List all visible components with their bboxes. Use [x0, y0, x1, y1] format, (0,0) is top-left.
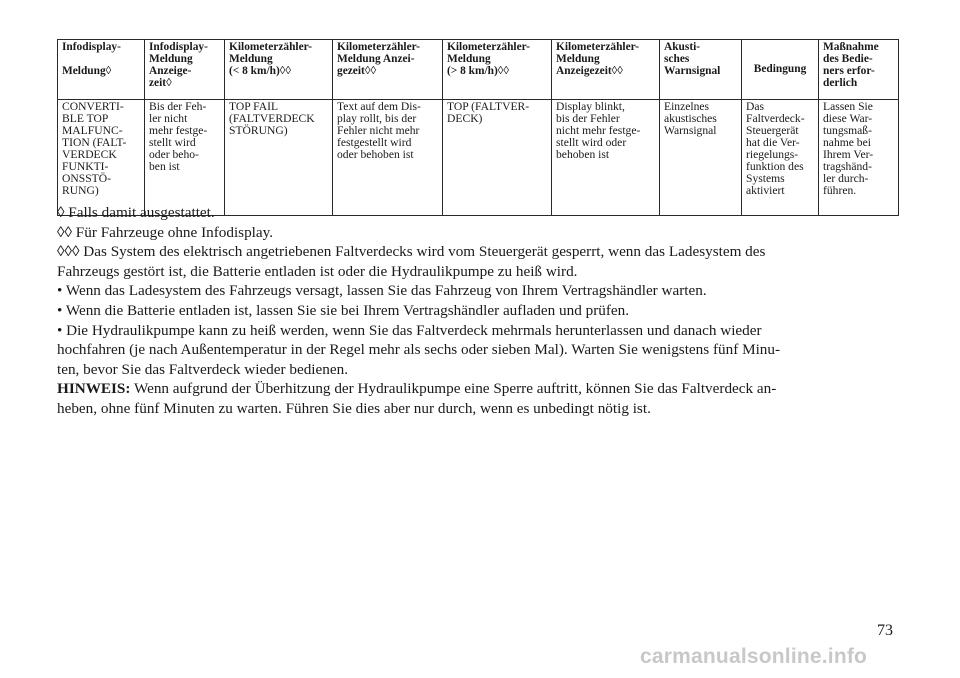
footnote-equipped: ◊ Falls damit ausgestattet. — [57, 204, 215, 221]
cell-infodisplay-anzeigezeit: Bis der Feh- ler nicht mehr festge- stellt wird oder beho- ben ist — [145, 100, 225, 216]
header-infodisplay-anzeigezeit: Infodisplay- Meldung Anzeige- zeit◊ — [145, 40, 225, 100]
bullet-hydraulic-pump: • Die Hydraulikpumpe kann zu heiß werden, wenn Sie das Faltverdeck mehrmals herunterlassen und danach wieder hochfahren (je nach Außentemperatur in der Regel mehr als sechs oder sieben Mal). Warten Sie wenigstens fünf Minu- ten, bevor Sie das Faltverdeck wieder bedienen. — [57, 321, 781, 378]
cell-infodisplay-meldung: CONVERTI- BLE TOP MALFUNC- TION (FALT- VERDECK FUNKTI- ONSSTÖ- RUNG) — [58, 100, 145, 216]
hinweis-text: Wenn aufgrund der Überhitzung der Hydraulikpumpe eine Sperre auftritt, können Sie das Faltverdeck an- heben, ohne fünf Minuten zu warten. Führen Sie dies aber nur durch, wenn es unbedingt nötig ist. — [57, 380, 777, 417]
bullet-charging-system: • Wenn das Ladesystem des Fahrzeugs versagt, lassen Sie das Fahrzeug von Ihrem Vertragshändler warten. — [57, 282, 707, 300]
cell-km-meldung-fast: TOP (FALTVER- DECK) — [443, 100, 552, 216]
cell-km-meldung-slow: TOP FAIL (FALTVERDECK STÖRUNG) — [225, 100, 333, 216]
header-bedingung: Bedingung — [742, 40, 819, 100]
cell-akustisches-warnsignal: Einzelnes akustisches Warnsignal — [660, 100, 742, 216]
cell-massnahme: Lassen Sie diese War- tungsmaß- nahme bei Ihrem Ver- tragshänd- ler durch- führen. — [819, 100, 899, 216]
header-massnahme: Maßnahme des Bedie- ners erfor- derlich — [819, 40, 899, 100]
header-km-anzeigezeit-fast: Kilometerzähler- Meldung Anzeigezeit◊◊ — [552, 40, 660, 100]
header-km-anzeigezeit-slow: Kilometerzähler- Meldung Anzei- gezeit◊◊ — [333, 40, 443, 100]
table-row — [58, 100, 899, 216]
header-infodisplay-meldung: Infodisplay- Meldung◊ — [58, 40, 145, 100]
footnote-no-infodisplay: ◊◊ Für Fahrzeuge ohne Infodisplay. — [57, 223, 274, 241]
cell-km-anzeigezeit-slow: Text auf dem Dis- play rollt, bis der Fehler nicht mehr festgestellt wird oder behoben ist — [333, 100, 443, 216]
header-akustisches-warnsignal: Akusti- sches Warnsignal — [660, 40, 742, 100]
watermark-logo: carmanualsonline.info — [640, 645, 868, 668]
bullet-battery: • Wenn die Batterie entladen ist, lassen Sie sie bei Ihrem Vertragshändler aufladen und prüfen. — [57, 301, 630, 319]
page-number: 73 — [877, 622, 893, 639]
header-km-meldung-fast: Kilometerzähler- Meldung (> 8 km/h)◊◊ — [443, 40, 552, 100]
footnote-system-lock: ◊◊◊ Das System des elektrisch angetriebenen Faltverdecks wird vom Steuergerät gesperrt, wenn das Ladesystem des Fahrzeugs gestört ist, die Batterie entladen ist oder die Hydraulikpumpe zu heiß wird. — [57, 243, 766, 280]
hinweis-note — [57, 379, 907, 418]
warning-message-table — [57, 39, 899, 216]
notes-section — [57, 203, 907, 419]
table-header-row — [58, 40, 899, 100]
header-km-meldung-slow: Kilometerzähler- Meldung (< 8 km/h)◊◊ — [225, 40, 333, 100]
cell-km-anzeigezeit-fast: Display blinkt, bis der Fehler nicht mehr festge- stellt wird oder behoben ist — [552, 100, 660, 216]
hinweis-label: HINWEIS: — [57, 380, 131, 398]
cell-bedingung: Das Faltverdeck- Steuergerät hat die Ver- riegelungs- funktion des Systems aktiviert — [742, 100, 819, 216]
